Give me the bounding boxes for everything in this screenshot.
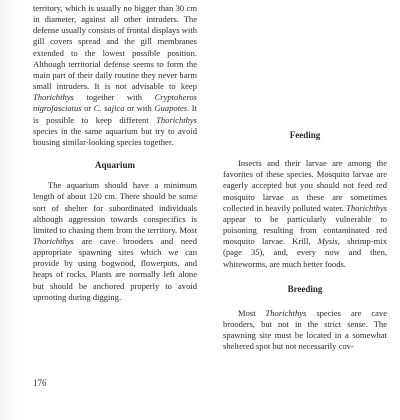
- genus-name: Mysis: [317, 236, 338, 247]
- genus-name: Thorichthys: [156, 114, 197, 125]
- species-name: Cryptoheros nigrofasciatus: [33, 92, 197, 114]
- paragraph-feeding: Insects and their larvae are among the favorites of these species. Mosquito larvae are eagerly accepted but you should not feed red mosquito larvae as these are sometimes collected in heavily polluted water. Thorichthys appear to be particularly vulnerable to poisoning resulting from contaminated red mosquito larvae. Krill, Mysis, shrimp-mix (page 35), and, every now and then, whiteworms, are much better foods.: [223, 158, 387, 269]
- genus-name: Thorichthys: [33, 92, 74, 103]
- paragraph-aquarium: The aquarium should have a minimum length of about 120 cm. There should be some sort of shelter for subordinated individuals although aggression towards conspecifics is limited to chasing them from the territory. Most Thorichthys are cave brooders and need appropriate spawning sites which we can provide by using bogwood, flowerpots, and heaps of rocks. Plants are normally left alone but should be anchored properly to avoid uprooting during digging.: [33, 180, 197, 302]
- genus-name: Thorichthys: [33, 235, 74, 246]
- genus-name: Thorichthys: [265, 307, 307, 318]
- genus-name: Guapotes: [154, 103, 188, 114]
- left-column: [33, 3, 197, 303]
- heading-feeding: Feeding: [289, 130, 321, 140]
- paragraph-territory: territory, which is usually no bigger than 30 cm in diameter, against all other intruders. The defense usually consists of frontal displays with gill covers spread and the gill membranes extended to the lowest possible position. Although territorial defense seems to form the main part of their daily routine they never harm small intruders. It is not advisable to keep Thorichthys together with Cryptoheros nigrofasciatus or C. sajica or with Guapotes. It is possible to keep different Thorichthys species in the same aquarium but try to avoid housing similar-looking species together.: [33, 3, 197, 147]
- genus-name: Thorichthys: [346, 202, 387, 213]
- species-name: C. sajica: [93, 103, 125, 114]
- page-number: 176: [33, 378, 47, 388]
- paragraph-breeding: Most Thorichthys species are cave brooders, but not in the strict sense. The spawning site must be located in a somewhat sheltered spot but not necessarily cov-: [223, 307, 387, 352]
- heading-aquarium: Aquarium: [94, 160, 135, 171]
- heading-breeding: Breeding: [287, 283, 323, 294]
- right-column: [223, 3, 387, 353]
